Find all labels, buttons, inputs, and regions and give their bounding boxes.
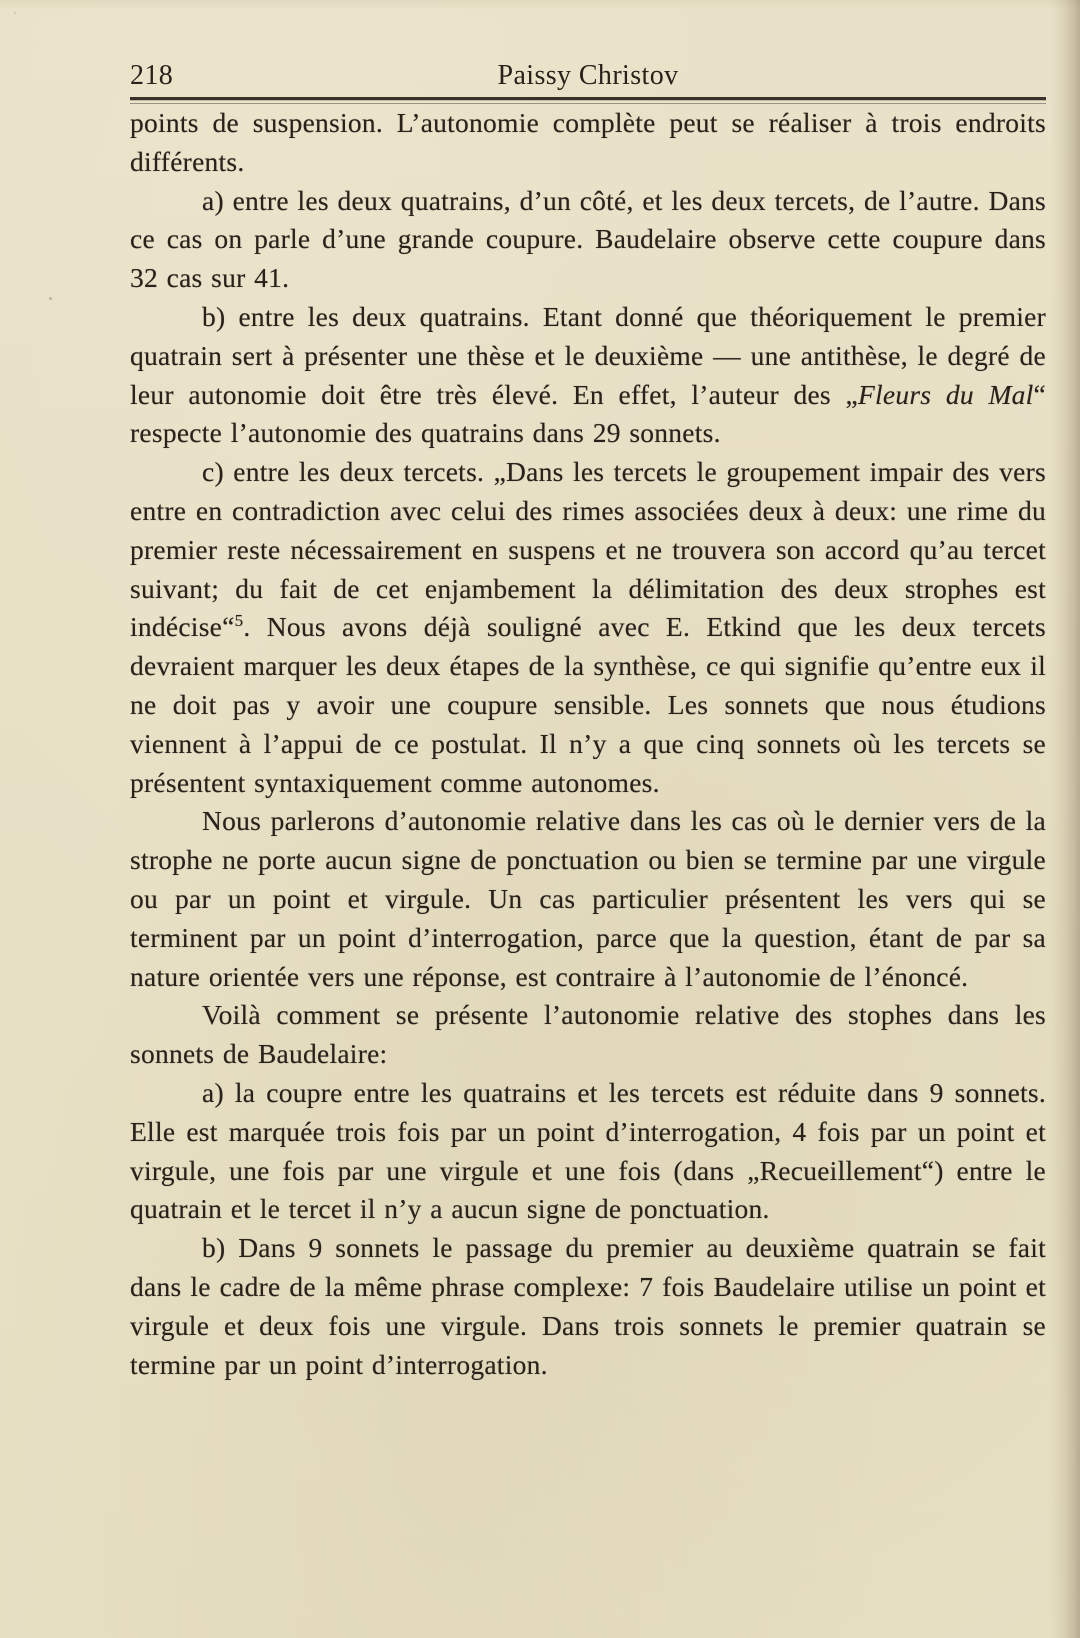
page-number: 218 bbox=[130, 60, 174, 91]
text-run: b) Dans 9 sonnets le passage du premier au deuxième quatrain se fait dans le cadre de la même phrase complexe: 7 fois Baudelaire utilise un point et virgule et deux fois une virgule. Dans trois sonnets le premier quatrain se termine par un point d’interrogation. bbox=[130, 1232, 1046, 1380]
text-run: . Nous avons déjà souligné avec E. Etkind que les deux tercets devraient marquer les deux étapes de la synthèse, ce qui signifie qu’entre eux il ne doit pas y avoir une coupure sensible. Les sonnets que nous étudions viennent à l’appui de ce postulat. Il n’y a que cinq sonnets où les tercets se présentent syntaxiquement comme autonomes. bbox=[130, 611, 1046, 798]
body-text bbox=[130, 104, 1046, 1384]
text-run: a) la coupre entre les quatrains et les tercets est réduite dans 9 sonnets. Elle est marquée trois fois par un point d’interrogation, 4 fois par un point et virgule, une fois par une virgule et une fois (dans „Recueillement“) entre le quatrain et le tercet il n’y a aucun signe de ponctuation. bbox=[130, 1076, 1046, 1225]
header-rule bbox=[130, 97, 1046, 100]
paragraph bbox=[130, 1229, 1046, 1384]
page-edge-shadow-right bbox=[1050, 0, 1080, 1638]
text-run: b) entre les deux quatrains. Etant donné que théoriquement le premier quatrain sert à présenter une thèse et le deuxième — une antithèse, le degré de leur autonomie doit être très élevé. En effet, l’auteur des „ bbox=[130, 300, 1046, 410]
paragraph bbox=[130, 996, 1046, 1074]
footnote-marker: 5 bbox=[234, 611, 244, 631]
paragraph bbox=[130, 1074, 1046, 1229]
italic-title-run: Fleurs du Mal bbox=[857, 378, 1034, 410]
text-run: Nous parlerons d’autonomie relative dans les cas où le dernier vers de la strophe ne porte aucun signe de ponctuation ou bien se termine par une virgule ou par un point et virgule. Un cas particulier présentent les vers qui se terminent par un point d’interrogation, parce que la question, étant de par sa nature orientée vers une réponse, est contraire à l’autonomie de l’énoncé. bbox=[130, 805, 1046, 992]
text-run: Voilà comment se présente l’autonomie relative des stophes dans les sonnets de Baudelaire: bbox=[130, 999, 1046, 1070]
page-header bbox=[130, 60, 1046, 94]
paragraph bbox=[130, 453, 1046, 802]
scan-speck bbox=[14, 12, 16, 14]
running-title: Paissy Christov bbox=[497, 60, 679, 91]
text-run: c) entre les deux tercets. „Dans les tercets le groupement impair des vers entre en contradiction avec celui des rimes associées deux à deux: une rime du premier reste nécessairement en suspens et ne trouvera son accord qu’au tercet suivant; du fait de cet enjambement la délimitation des deux strophes est indécise“ bbox=[130, 456, 1046, 643]
paragraph bbox=[130, 182, 1046, 298]
text-run: points de suspension. L’autonomie complète peut se réaliser à trois endroits différents. bbox=[130, 107, 1046, 177]
paragraph bbox=[130, 298, 1046, 453]
text-run: “ respecte l’autonomie des quatrains dans 29 sonnets. bbox=[130, 378, 1046, 449]
paragraph bbox=[130, 802, 1046, 996]
text-run: a) entre les deux quatrains, d’un côté, et les deux tercets, de l’autre. Dans ce cas on parle d’une grande coupure. Baudelaire observe cette coupure dans 32 cas sur 41. bbox=[130, 184, 1046, 294]
page-edge-shadow-top bbox=[0, 0, 1080, 10]
paragraph bbox=[130, 104, 1046, 182]
scan-speck bbox=[49, 297, 52, 300]
